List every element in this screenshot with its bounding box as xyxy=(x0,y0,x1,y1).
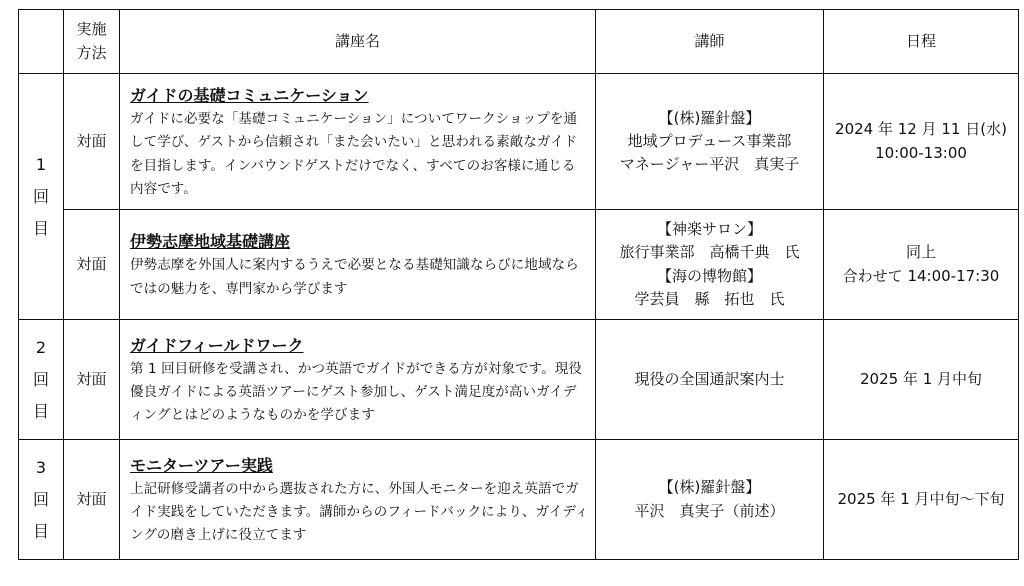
instructor-line: 旅行事業部 高橋千典 氏 xyxy=(619,243,800,262)
method-cell: 対面 xyxy=(64,440,120,560)
course-title: ガイドフィールドワーク xyxy=(130,335,304,355)
round-2-label xyxy=(19,320,64,440)
method-cell: 対面 xyxy=(64,320,120,440)
instructor-cell xyxy=(596,440,824,560)
instructor-cell xyxy=(596,320,824,440)
header-round xyxy=(19,10,64,74)
instructor-line: 【(株)羅針盤】 xyxy=(658,478,761,497)
instructor-line: 【海の博物館】 xyxy=(656,266,762,285)
instructor-line: マネージャー平沢 真実子 xyxy=(619,155,800,174)
instructor-line: 【(株)羅針盤】 xyxy=(658,108,761,127)
schedule-cell xyxy=(824,210,1019,320)
schedule-cell xyxy=(824,320,1019,440)
schedule-line: 10:00-13:00 xyxy=(875,143,967,162)
round-1-label xyxy=(19,74,64,320)
course-cell xyxy=(120,440,596,560)
course-title: モニターツアー実践 xyxy=(130,455,273,475)
header-instructor: 講師 xyxy=(596,10,824,74)
round-me: 目 xyxy=(32,218,49,238)
header-schedule: 日程 xyxy=(824,10,1019,74)
method-cell: 対面 xyxy=(64,210,120,320)
course-cell xyxy=(120,210,596,320)
course-description: 伊勢志摩を外国人に案内するうえで必要となる基礎知識ならびに地域ならではの魅力を、専門家から学びます xyxy=(130,257,579,297)
round-number: 2 xyxy=(35,337,47,357)
instructor-line: 学芸員 縣 拓也 氏 xyxy=(634,289,785,308)
schedule-line: 2024 年 12 月 11 日(水) xyxy=(835,120,1007,139)
header-row xyxy=(19,10,1019,74)
schedule-table xyxy=(18,9,1019,560)
round-number: 3 xyxy=(35,457,47,477)
schedule-line: 2025 年 1 月中旬 xyxy=(859,369,983,388)
table-row xyxy=(19,440,1019,560)
instructor-cell xyxy=(596,74,824,210)
course-description: 第 1 回目研修を受講され、かつ英語でガイドができる方が対象です。現役優良ガイドによる英語ツアーにゲスト参加し、ゲスト満足度が高いガイディングとはどのようなものかを学びます xyxy=(130,360,582,424)
course-title: 伊勢志摩地域基礎講座 xyxy=(130,232,291,252)
round-kai: 回 xyxy=(32,369,49,389)
schedule-cell xyxy=(824,74,1019,210)
instructor-line: 平沢 真実子（前述） xyxy=(634,501,785,520)
header-method-line2: 方法 xyxy=(76,43,107,62)
instructor-line: 【神楽サロン】 xyxy=(656,220,762,238)
schedule-cell xyxy=(824,440,1019,560)
table-row xyxy=(19,320,1019,440)
header-course: 講座名 xyxy=(120,10,596,74)
course-cell xyxy=(120,320,596,440)
round-me: 目 xyxy=(32,401,49,421)
round-kai: 回 xyxy=(32,489,49,509)
round-me: 目 xyxy=(32,521,49,541)
round-kai: 回 xyxy=(32,186,49,206)
instructor-line: 地域プロデュース事業部 xyxy=(627,131,792,150)
table-row xyxy=(19,210,1019,320)
method-cell: 対面 xyxy=(64,74,120,210)
schedule-line: 合わせて 14:00-17:30 xyxy=(842,266,1000,285)
header-method xyxy=(64,10,120,74)
round-number: 1 xyxy=(35,154,47,174)
course-title: ガイドの基礎コミュニケーション xyxy=(130,86,369,106)
schedule-line: 同上 xyxy=(905,243,936,262)
instructor-cell xyxy=(596,210,824,320)
instructor-line: 現役の全国通訳案内士 xyxy=(634,369,785,388)
table-row xyxy=(19,74,1019,210)
round-3-label xyxy=(19,440,64,560)
course-description: 上記研修受講者の中から選抜された方に、外国人モニターを迎え英語でガイド実践をしていただきます。講師からのフィードバックにより、ガイディングの磨き上げに役立てます xyxy=(130,480,589,544)
schedule-line: 2025 年 1 月中旬～下旬 xyxy=(837,489,1005,508)
course-description: ガイドに必要な「基礎コミュニケーション」についてワークショップを通して学び、ゲストから信頼され「また会いたい」と思われる素敵なガイドを目指します。インバウンドゲストだけでなく、すべてのお客様に通じる内容です。 xyxy=(130,111,578,197)
course-cell xyxy=(120,74,596,210)
header-method-line1: 実施 xyxy=(76,20,107,39)
